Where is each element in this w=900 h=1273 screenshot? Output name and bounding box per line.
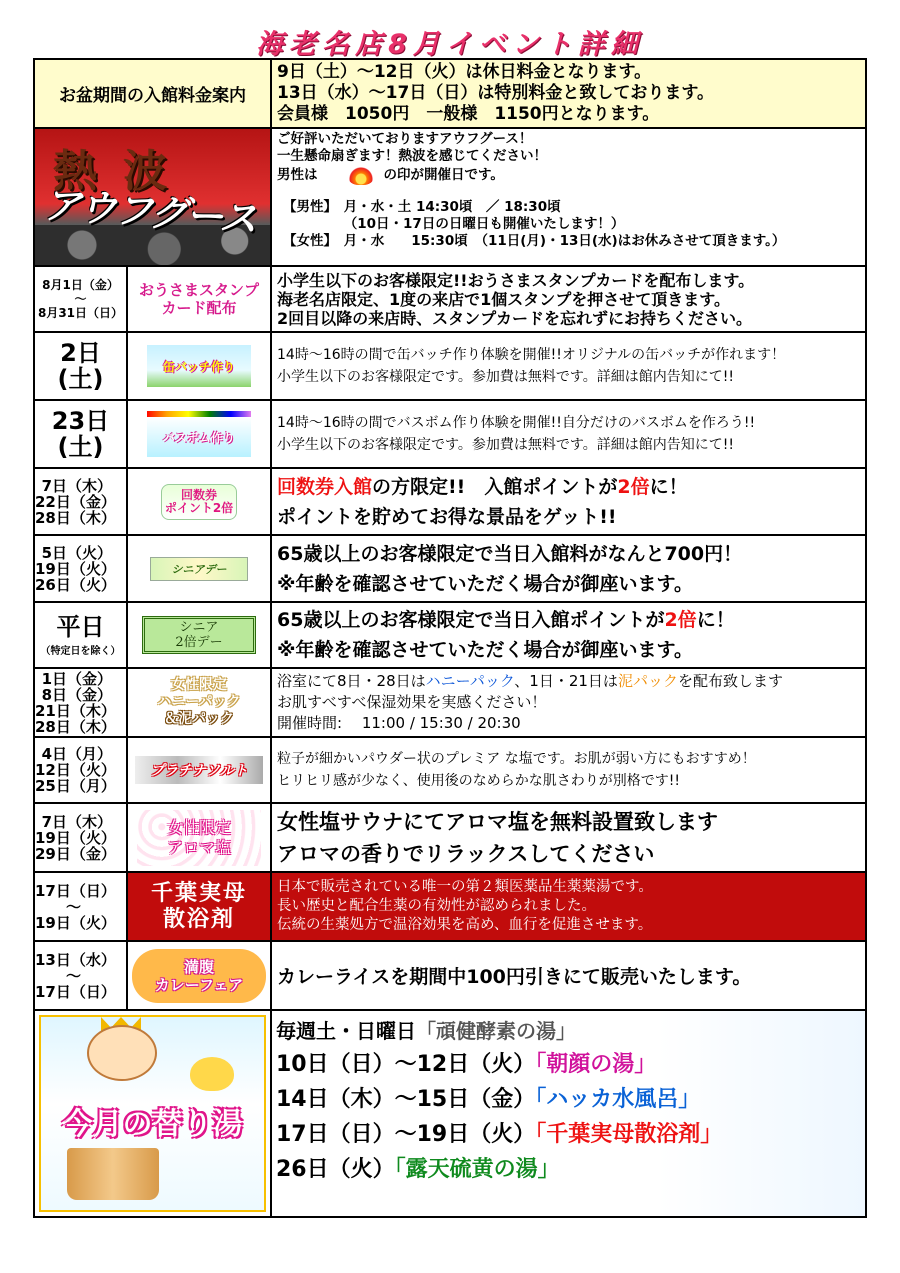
aroma-badge <box>128 804 272 871</box>
date-line: ～ <box>74 292 87 306</box>
schedule-line: （10日・17日の日曜日も開催いたします！） <box>283 216 625 232</box>
date-line: 28日（木） <box>35 508 116 527</box>
date-line: 22日（金） <box>35 492 116 511</box>
badge-text: 女性限定 <box>166 817 231 837</box>
honey-text <box>272 669 865 736</box>
plat-badge <box>128 738 272 802</box>
aufguss-text <box>272 129 865 265</box>
date-weekday: (土) <box>57 433 104 461</box>
bath-line: 14時～16時の間でバスボム作り体験を開催!!自分だけのバスボムを作ろう!! <box>277 415 756 431</box>
honey-line: 開催時間: 11:00 / 15:30 / 20:30 <box>277 714 521 732</box>
schedule-line: 【女性】 月・水 15:30頃 （11日(月)・13日(水)はお休みさせて頂きます。） <box>283 233 786 249</box>
bath-schedule-line <box>276 1117 865 1152</box>
text-segment: に！ <box>696 609 735 631</box>
date-day: 2日 <box>60 339 101 367</box>
bath-schedule-line <box>276 1082 865 1117</box>
aufguss-mark-post: の印が開催日です。 <box>383 167 504 183</box>
curry-badge <box>128 942 272 1009</box>
aroma-line: アロマの香りでリラックスしてください <box>277 841 655 866</box>
highlight: 泥パック <box>617 672 678 690</box>
plat-line: ヒリヒリ感が少なく、使用後のなめらかな肌さわりが別格です!! <box>277 773 680 789</box>
badge-text: 缶バッチ作り <box>147 345 251 387</box>
stamp-text <box>272 267 865 331</box>
aufguss-line: ご好評いただいておりますアウフグース！ <box>277 131 533 147</box>
date-line: 8日（金） <box>41 685 112 704</box>
kai-dates <box>35 469 128 534</box>
curry-dates <box>35 942 128 1009</box>
row-senior-day <box>35 536 865 603</box>
badge-text: 2倍デー <box>175 635 223 650</box>
kai-badge <box>128 469 272 534</box>
row-can-badge <box>35 333 865 401</box>
bath-schedule-line <box>276 1152 865 1187</box>
aufguss-mark-line <box>277 165 865 185</box>
stamp-line: 2回目以降の来店時、スタンプカードを忘れずにお持ちください。 <box>277 308 752 328</box>
stamp-dates <box>35 267 128 331</box>
date-line: 25日（月） <box>35 777 116 795</box>
bath-name: 「頑健酵素の湯」 <box>416 1019 576 1043</box>
row-aroma-salt <box>35 804 865 873</box>
bath-dates: 14日（木）～15日（金） <box>276 1087 536 1112</box>
row-honey-pack <box>35 669 865 738</box>
kai-line <box>277 472 865 502</box>
badge-text: 女性限定 <box>171 677 227 693</box>
row-aufguss <box>35 129 865 267</box>
aufguss-banner <box>35 129 272 265</box>
honey-badge <box>128 669 272 736</box>
weekday-line: ※年齢を確認させていただく場合が御座います。 <box>277 639 693 661</box>
obon-line: 13日（水）～17日（日）は特別料金と致しております。 <box>277 83 714 103</box>
kai-text <box>272 469 865 534</box>
bath-name: 「ハッカ水風呂」 <box>535 1087 701 1112</box>
chiba-line: 伝統の生薬処方で温浴効果を高め、血行を促進させます。 <box>277 917 653 933</box>
highlight: 2倍 <box>664 609 697 631</box>
badge-text: シニアデー <box>150 557 248 581</box>
obon-label: お盆期間の入館料金案内 <box>35 60 272 127</box>
highlight: 2倍 <box>617 475 650 498</box>
badge-text: プラチナソルト <box>135 756 263 784</box>
badge-text: ポイント2倍 <box>164 500 234 515</box>
can-line: 14時～16時の間で缶バッチ作り体験を開催!!オリジナルの缶バッチが作れます！ <box>277 347 786 363</box>
king-mascot-icon <box>87 1025 157 1081</box>
text-segment: 65歳以上のお客様限定で当日入館ポイントが <box>277 609 665 631</box>
bath-name: 「露天硫黄の湯」 <box>394 1157 560 1182</box>
text-segment: 、1日・21日は <box>514 672 618 690</box>
page-title: 海老名店8月イベント詳細 <box>256 29 644 60</box>
monthly-bath-banner <box>35 1011 272 1216</box>
date-line: 19日（火） <box>35 828 116 847</box>
obon-line: 9日（土）～12日（火）は休日料金となります。 <box>277 62 652 82</box>
row-platinum-salt <box>35 738 865 804</box>
event-table <box>33 58 867 1218</box>
badge-text: 千葉実母 <box>150 880 247 906</box>
weekday-badge <box>128 603 272 667</box>
row-monthly-bath <box>35 1011 865 1216</box>
row-weekday-senior <box>35 603 865 669</box>
schedule-line: 【男性】 月・水・土 14:30頃 ／ 18:30頃 <box>283 199 561 215</box>
badge-text: 回数券 <box>180 487 217 502</box>
weekday-date <box>35 603 128 667</box>
row-chiba-herbal-bath <box>35 873 865 942</box>
weekday-line <box>277 605 865 635</box>
honey-line <box>277 671 865 692</box>
date-note: （特定日を除く） <box>40 645 121 657</box>
badge-text: ＆泥パック <box>164 711 234 727</box>
date-line: 19日（火） <box>35 559 116 578</box>
senior-line: ※年齢を確認させていただく場合が御座います。 <box>277 572 693 595</box>
aufguss-schedule <box>277 199 865 250</box>
date-line: 21日（木） <box>35 701 116 720</box>
highlight: 回数券入館 <box>277 475 373 498</box>
plat-text <box>272 738 865 802</box>
chiba-line: 長い歴史と配合生薬の有効性が認められました。 <box>277 898 596 914</box>
date-line: 7日（木） <box>41 812 112 831</box>
stamp-line: 小学生以下のお客様限定!!おうさまスタンプカードを配布します。 <box>277 270 755 290</box>
bath-bucket-icon <box>67 1148 159 1200</box>
date-line: 5日（火） <box>41 543 112 562</box>
bath-name: 「朝顔の湯」 <box>535 1052 657 1077</box>
bath-schedule-line <box>276 1015 865 1047</box>
monthly-bath-list <box>272 1011 865 1216</box>
weekday-text <box>272 603 865 667</box>
date-line: 17日（日） <box>35 881 116 900</box>
date-day: 23日 <box>51 407 110 435</box>
highlight: ハニーパック <box>425 672 515 690</box>
honey-line: お肌すべすべ保湿効果を実感ください！ <box>277 693 547 711</box>
senior-text <box>272 536 865 601</box>
senior-badge <box>128 536 272 601</box>
fire-icon <box>348 165 374 185</box>
rubber-duck-icon <box>190 1057 234 1091</box>
can-badge <box>128 333 272 399</box>
chiba-text <box>272 873 865 940</box>
aroma-line: 女性塩サウナにてアロマ塩を無料設置致します <box>277 809 718 834</box>
bath-dates: 毎週土・日曜日 <box>276 1019 416 1043</box>
badge-text: カレーフェア <box>154 975 244 994</box>
badge-text: アロマ塩 <box>166 837 231 857</box>
date-line: 13日（水） <box>35 950 116 969</box>
senior-dates <box>35 536 128 601</box>
can-text <box>272 333 865 399</box>
date-line: 4日（月） <box>41 745 112 763</box>
honey-dates <box>35 669 128 736</box>
row-bath-bomb <box>35 401 865 469</box>
plat-line: 粒子が細かいパウダー状のプレミア な塩です。お肌が弱い方にもおすすめ！ <box>277 751 756 767</box>
badge-text: おうさまスタンプ <box>138 281 259 299</box>
date-day: 平日 <box>56 612 105 641</box>
chiba-dates <box>35 873 128 940</box>
row-obon-fees <box>35 60 865 129</box>
date-line: 29日（金） <box>35 844 116 863</box>
date-line: 28日（木） <box>35 717 116 736</box>
can-date <box>35 333 128 399</box>
date-line: 8月31日（日） <box>37 306 124 320</box>
bath-dates: 26日（火） <box>276 1157 395 1182</box>
row-coupon-points <box>35 469 865 536</box>
text-segment: を配布致します <box>677 672 783 690</box>
plat-dates <box>35 738 128 802</box>
curry-text <box>272 942 865 1009</box>
stamp-line: 海老名店限定、1度の来店で1個スタンプを押させて頂きます。 <box>277 289 730 309</box>
obon-line: 会員様 1050円 一般様 1150円となります。 <box>277 104 660 124</box>
chiba-badge <box>128 873 272 940</box>
row-curry-fair <box>35 942 865 1011</box>
curry-line: カレーライスを期間中100円引きにて販売いたします。 <box>277 966 752 988</box>
aufguss-kanji: 熱波 <box>53 146 193 197</box>
senior-line: 65歳以上のお客様限定で当日入館料がなんと700円！ <box>277 542 743 565</box>
bath-text <box>272 401 865 467</box>
aufguss-katakana: アウフグース <box>41 182 257 242</box>
badge-text: シニア <box>179 620 219 635</box>
bath-badge <box>128 401 272 467</box>
bath-schedule-line <box>276 1047 865 1082</box>
text-segment: 浴室にて8日・28日は <box>277 672 426 690</box>
text-segment: に！ <box>649 475 688 498</box>
badge-text: 満腹 <box>183 957 214 976</box>
badge-text: カード配布 <box>161 299 237 317</box>
date-line: ～ <box>65 897 81 916</box>
date-line: 8月1日（金） <box>42 278 119 292</box>
date-line: 12日（火） <box>35 761 116 779</box>
date-line: 19日（火） <box>35 913 116 932</box>
date-line: 1日（金） <box>41 669 112 688</box>
aroma-text <box>272 804 865 871</box>
bath-date <box>35 401 128 467</box>
bath-line: 小学生以下のお客様限定です。参加費は無料です。詳細は館内告知にて!! <box>277 437 734 453</box>
aufguss-line: 一生懸命扇ぎます！熱波を感じてください！ <box>277 148 547 164</box>
aroma-dates <box>35 804 128 871</box>
monthly-bath-title: 今月の替り湯 <box>62 1107 243 1142</box>
badge-text: ハニーパック <box>157 694 241 710</box>
date-line: 17日（日） <box>35 982 116 1001</box>
aufguss-mark-pre: 男性は <box>277 167 318 183</box>
row-stamp-card <box>35 267 865 333</box>
badge-text: 散浴剤 <box>162 906 235 932</box>
stamp-badge <box>128 267 272 331</box>
date-line: 26日（火） <box>35 575 116 594</box>
date-line: 7日（木） <box>41 476 112 495</box>
obon-text <box>272 60 865 127</box>
bath-name: 「千葉実母散浴剤」 <box>535 1122 723 1147</box>
text-segment: の方限定!! 入館ポイントが <box>372 475 618 498</box>
kai-line: ポイントを貯めてお得な景品をゲット!! <box>277 505 617 528</box>
date-line: ～ <box>65 966 81 985</box>
chiba-line: 日本で販売されている唯一の第２類医薬品生薬薬湯です。 <box>277 879 653 895</box>
bath-dates: 10日（日）～12日（火） <box>276 1052 536 1077</box>
bath-dates: 17日（日）～19日（火） <box>276 1122 536 1147</box>
date-weekday: (土) <box>57 365 104 393</box>
badge-text: バスボム作り <box>147 411 251 457</box>
can-line: 小学生以下のお客様限定です。参加費は無料です。詳細は館内告知にて!! <box>277 369 734 385</box>
